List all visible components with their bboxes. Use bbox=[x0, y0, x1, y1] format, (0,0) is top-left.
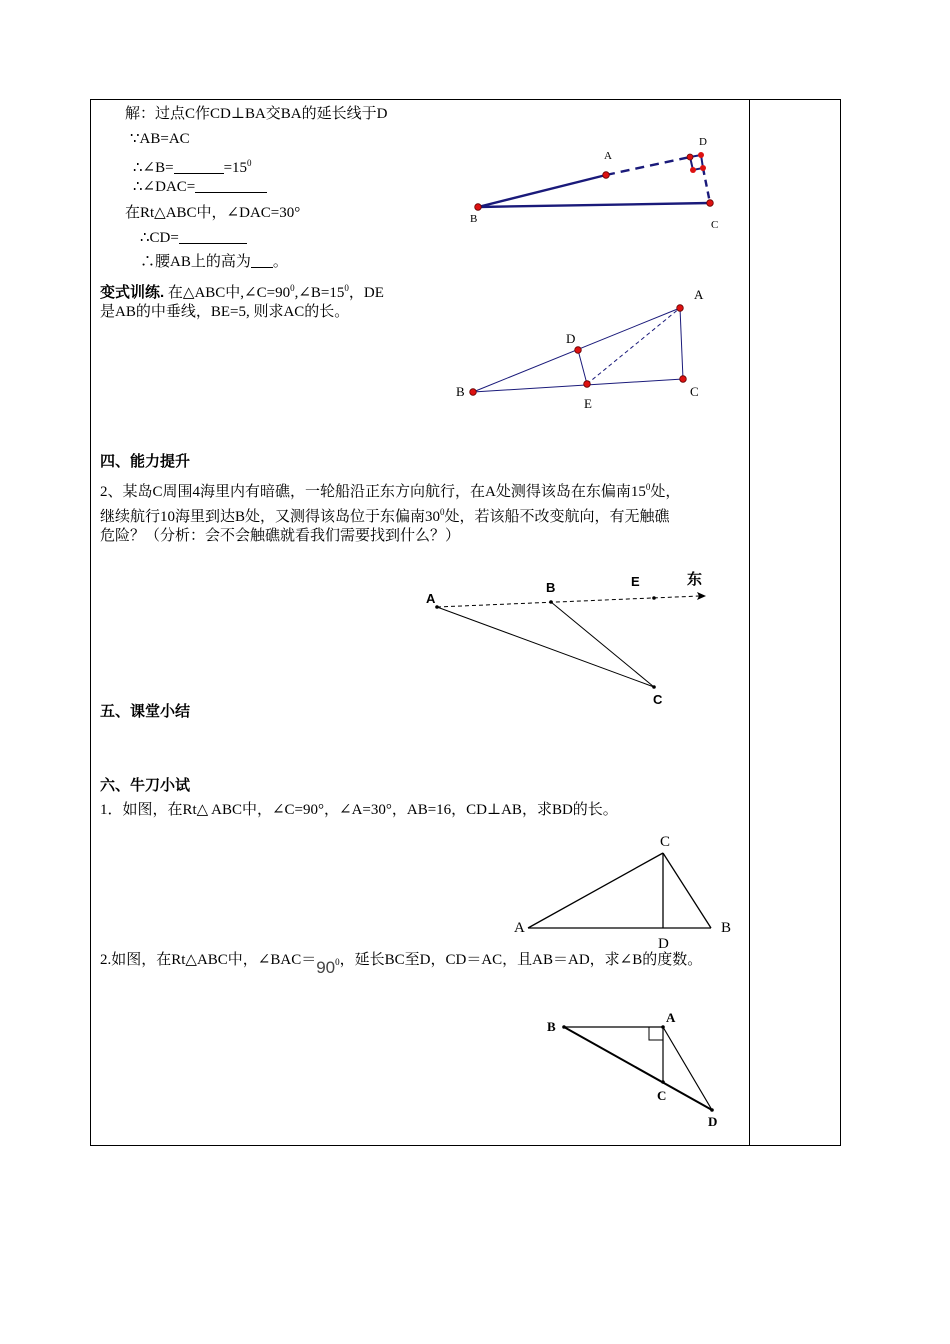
fig1-extension-ad bbox=[606, 157, 690, 175]
solution-line-5: 在Rt△ABC中，∠DAC=30° bbox=[125, 205, 301, 221]
figure-4 bbox=[514, 834, 731, 952]
fig2-point-b bbox=[470, 389, 477, 396]
fig5-label-d: D bbox=[708, 1114, 718, 1129]
fig5-label-b: B bbox=[547, 1019, 556, 1034]
fig1-label-a: A bbox=[604, 150, 612, 162]
fig3-point-b bbox=[549, 600, 553, 604]
fig2-side-ac bbox=[680, 308, 683, 379]
fig3-point-a bbox=[435, 605, 439, 609]
solution-line-1: 解：过点C作CD⊥BA交BA的延长线于D bbox=[125, 106, 388, 122]
fig1-label-b: B bbox=[470, 213, 478, 225]
section-4-title: 四、能力提升 bbox=[100, 453, 191, 470]
fig3-label-c: C bbox=[653, 692, 663, 707]
fig3-segment-ac bbox=[437, 607, 654, 687]
question-1: 1．如图，在Rt△ ABC中，∠C=90°，∠A=30°，AB=16，CD⊥AB，求BD的长。 bbox=[100, 802, 618, 818]
fig2-point-c bbox=[680, 376, 687, 383]
fig2-label-c: C bbox=[690, 384, 699, 399]
variant-label: 变式训练. bbox=[100, 284, 165, 301]
fig2-label-e: E bbox=[584, 396, 592, 411]
fig5-side-bd bbox=[564, 1027, 712, 1110]
fig5-label-c: C bbox=[657, 1088, 667, 1103]
figure-3 bbox=[426, 570, 706, 707]
fig1-side-bc bbox=[478, 203, 710, 207]
fig1-point-a bbox=[603, 172, 610, 179]
figure-5 bbox=[547, 1010, 717, 1129]
fig5-point-c bbox=[661, 1080, 665, 1084]
question-2: 2.如图，在Rt△ABC中，∠BAC＝900，延长BC至D，CD＝AC，且AB＝AD，求∠B的度数。 bbox=[100, 952, 703, 977]
solution-line-2: ∵AB=AC bbox=[130, 131, 190, 147]
fig4-label-d: D bbox=[658, 936, 669, 952]
fig2-side-bc bbox=[473, 379, 683, 392]
fig3-east-line bbox=[437, 596, 700, 607]
section-4-para-1: 2、某岛C周围4海里内有暗礁，一轮船沿正东方向航行，在A处测得该岛在东偏南$15^0$处， bbox=[100, 482, 681, 500]
fig4-label-a: A bbox=[514, 920, 525, 936]
fig4-label-b: B bbox=[721, 920, 732, 936]
section-5-title: 五、课堂小结 bbox=[100, 703, 191, 720]
fig4-label-c: C bbox=[660, 834, 671, 850]
fig3-point-e bbox=[652, 596, 656, 600]
fig2-label-d: D bbox=[566, 331, 576, 346]
fig2-label-a: A bbox=[694, 287, 704, 302]
fig2-point-e bbox=[584, 381, 591, 388]
section-6-title: 六、牛刀小试 bbox=[100, 777, 191, 794]
fig2-segment-ae bbox=[587, 308, 680, 384]
fig1-side-ba bbox=[478, 175, 606, 207]
figure-2 bbox=[456, 287, 704, 411]
fig2-point-a bbox=[677, 305, 684, 312]
fig1-mark-point-2 bbox=[700, 165, 706, 171]
fig5-right-angle-mark bbox=[649, 1027, 663, 1040]
variant-line-1: 变式训练. 在△ABC中$,\angle C=90^0,\angle B=15^0$，DE bbox=[100, 283, 384, 301]
fig1-point-c bbox=[707, 200, 714, 207]
solution-line-7: ∴腰AB上的高为 。 bbox=[140, 254, 288, 270]
fig1-mark-point-1 bbox=[690, 167, 696, 173]
fig5-side-ad bbox=[663, 1027, 712, 1110]
variant-line-2: 是AB的中垂线，BE=5, 则求AC的长。 bbox=[100, 304, 350, 320]
section-4-para-3: 危险？（分析：会不会触礁就看我们需要找到什么？） bbox=[100, 528, 461, 544]
fig1-mark-point-3 bbox=[698, 152, 704, 158]
solution-line-4: ∴∠DAC= bbox=[133, 177, 267, 197]
section-4-para-2: 继续航行10海里到达B处，又测得该岛位于东偏南$30^0$处，若该船不改变航向，有无触礁 bbox=[100, 507, 670, 525]
solution-line-3: ∴∠B= $=15^0$ bbox=[133, 158, 252, 176]
figure-1 bbox=[470, 136, 718, 231]
fig5-label-a: A bbox=[666, 1010, 676, 1025]
fig3-segment-bc bbox=[551, 602, 654, 687]
solution-line-6: ∴CD= bbox=[140, 228, 247, 248]
fig3-label-e: E bbox=[631, 574, 640, 589]
fig2-segment-de bbox=[578, 350, 587, 384]
fig3-label-a: A bbox=[426, 591, 436, 606]
fig5-point-d bbox=[710, 1108, 714, 1112]
fig4-side-cb bbox=[663, 853, 711, 928]
fig3-label-b: B bbox=[546, 580, 556, 595]
fig1-label-d: D bbox=[699, 136, 707, 148]
fig3-label-east: 东 bbox=[687, 570, 703, 588]
fig2-point-d bbox=[575, 347, 582, 354]
fig1-segment-cd bbox=[703, 168, 710, 203]
fig3-point-c bbox=[652, 685, 656, 689]
fig1-point-b bbox=[475, 204, 482, 211]
fig1-label-c: C bbox=[711, 219, 719, 231]
fig2-label-b: B bbox=[456, 384, 465, 399]
fig1-point-d bbox=[687, 154, 693, 160]
fig5-point-a bbox=[661, 1025, 665, 1029]
fig4-side-ac bbox=[528, 853, 663, 928]
fig5-point-b bbox=[562, 1025, 566, 1029]
